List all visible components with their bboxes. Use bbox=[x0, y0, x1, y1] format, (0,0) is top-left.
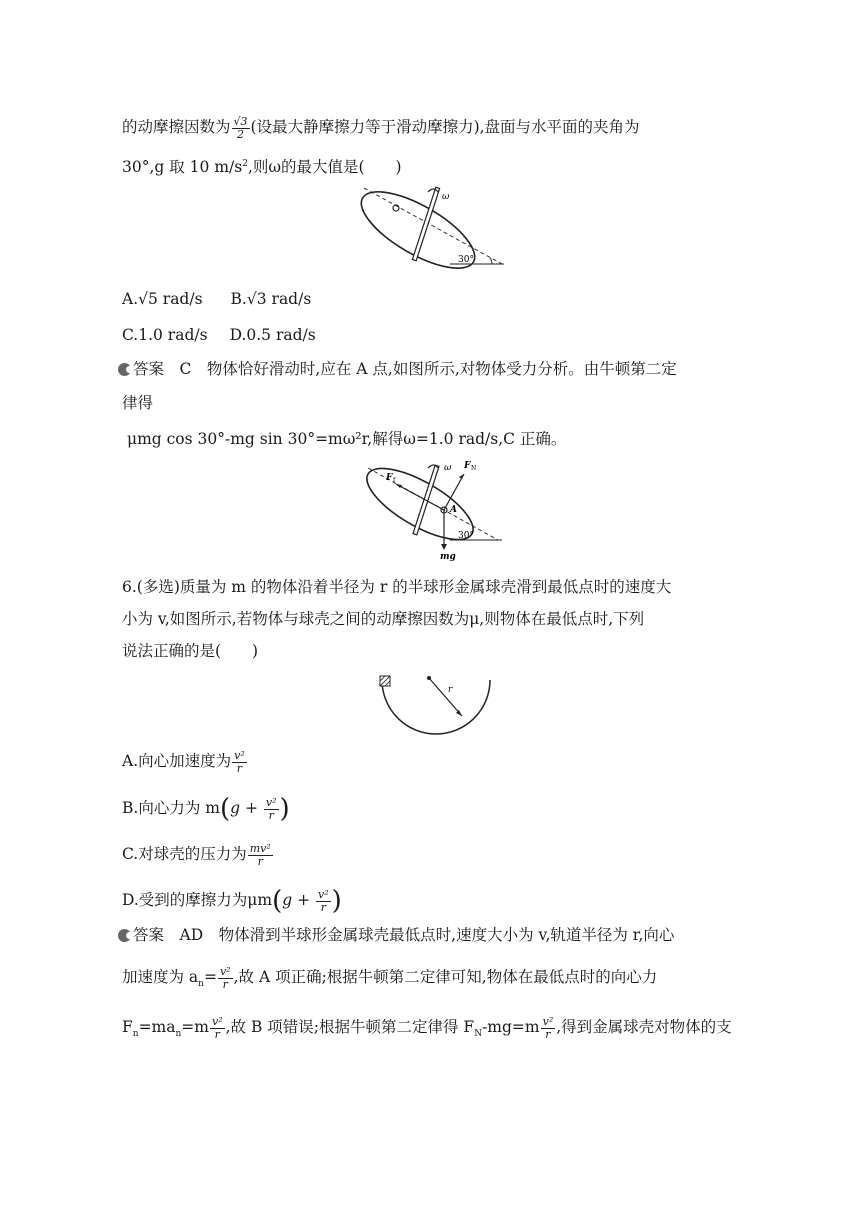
q6-option-b: B.向心力为 m(g + $\frac{\text{v²}}{r}$ ) bbox=[122, 794, 290, 824]
svg-text:A: A bbox=[450, 505, 457, 515]
q6-option-c: C.对球壳的压力为 $\frac{\text{mv²}}{r}$ bbox=[122, 842, 271, 868]
svg-text:F: F bbox=[386, 473, 393, 483]
tilted-disk-figure bbox=[352, 184, 512, 272]
option-b: B.√3 rad/s bbox=[230, 290, 312, 308]
hemisphere-figure bbox=[374, 668, 494, 740]
q6-option-a: A.向心加速度为 $\frac{\text{v²}}{r}$ bbox=[122, 749, 245, 775]
q5-answer-line-1: 答案 C 物体恰好滑动时,应在 A 点,如图所示,对物体受力分析。由牛顿第二定 bbox=[118, 362, 677, 378]
q5-answer-line-2: 律得 bbox=[122, 394, 154, 412]
q5-answer-equation: μmg cos 30°-mg sin 30°=mω²r,解得ω=1.0 rad/s,C 正确。 bbox=[127, 430, 567, 448]
option-a: A.√5 rad/s bbox=[122, 290, 203, 308]
q5-text: 的动摩擦因数为 bbox=[122, 118, 231, 137]
q5-text: (设最大静摩擦力等于滑动摩擦力),盘面与水平面的夹角为 bbox=[250, 118, 640, 137]
angle-label: 30° bbox=[458, 255, 474, 265]
option-d: D.0.5 rad/s bbox=[229, 326, 316, 344]
q5-line-1 bbox=[122, 116, 640, 140]
svg-text:ω: ω bbox=[444, 463, 452, 473]
option-c: C.1.0 rad/s bbox=[122, 326, 208, 344]
svg-text:mg: mg bbox=[440, 552, 456, 562]
q6-answer-line-2: 加速度为 $a_n=$ $\frac{\text{v²}}{r}$ ,故 A 项正确;根据牛顿第二定律可知,物体在最低点时的向心力 bbox=[122, 965, 658, 991]
q6-line-2: 小为 v,如图所示,若物体与球壳之间的动摩擦因数为μ,则物体在最低点时,下列 bbox=[122, 610, 645, 628]
q6-line-1: 6.(多选)质量为 m 的物体沿着半径为 r 的半球形金属球壳滑到最低点时的速度大 bbox=[122, 578, 672, 596]
q5-line-2: 30°,g 取 10 $m/s^2$,则ω的最大值是( ) bbox=[122, 158, 402, 177]
mu-fraction: $\frac{√3}{2}$ bbox=[233, 115, 248, 141]
omega-label: ω bbox=[442, 192, 450, 202]
answer-badge-icon bbox=[118, 363, 131, 376]
force-analysis-figure bbox=[360, 458, 508, 562]
svg-text:f: f bbox=[393, 477, 396, 484]
svg-text:r: r bbox=[448, 685, 453, 695]
svg-text:F: F bbox=[464, 461, 471, 471]
q6-answer-line-3: $F_n=ma_n=m$ $\frac{\text{v²}}{r}$ ,故 B 项错误;根据牛顿第二定律得 $F_N-mg=m$ $\frac{\text{v²}}{r}$ ,得到金属球壳对物体的支 bbox=[122, 1015, 732, 1041]
q5-options-row-2 bbox=[122, 328, 316, 344]
answer-key: AD bbox=[179, 926, 204, 944]
answer-key: C bbox=[179, 360, 192, 378]
answer-badge-icon bbox=[118, 929, 131, 942]
q6-option-d: D.受到的摩擦力为μm(g + $\frac{\text{v²}}{r}$ ) bbox=[122, 886, 342, 916]
svg-text:N: N bbox=[471, 465, 477, 472]
q6-answer-line-1: 答案 AD 物体滑到半球形金属球壳最低点时,速度大小为 v,轨道半径为 r,向心 bbox=[118, 928, 674, 944]
svg-text:30°: 30° bbox=[458, 531, 474, 541]
q5-options-row-1 bbox=[122, 292, 311, 308]
q6-line-3: 说法正确的是( ) bbox=[122, 642, 259, 660]
